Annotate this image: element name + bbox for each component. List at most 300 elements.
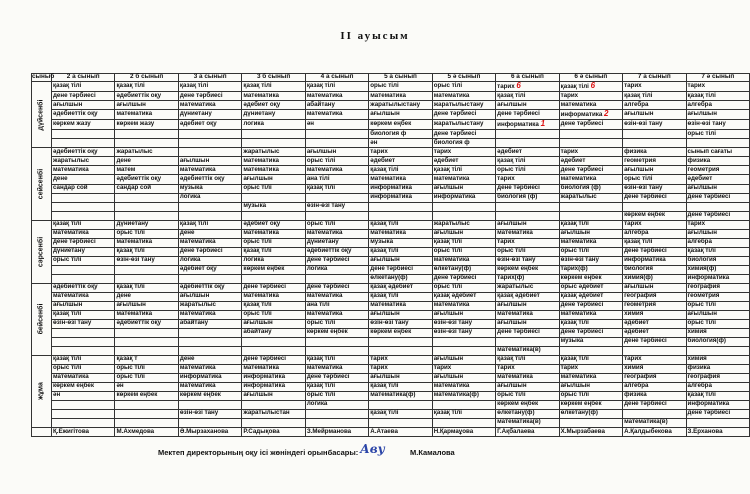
- lesson-text: көркем еңбек: [497, 265, 539, 273]
- lesson-cell: [178, 220, 241, 229]
- lesson-text: орыс тілі: [433, 82, 463, 90]
- teacher-name: Г.Ақбалаева: [496, 427, 559, 436]
- lesson-cell: [686, 157, 749, 166]
- lesson-cell: [559, 382, 622, 391]
- lesson-text: ағылшын: [53, 100, 83, 108]
- lesson-text: қазақ тілі: [53, 220, 82, 228]
- lesson-cell: [242, 101, 305, 110]
- lesson-text: математика: [179, 166, 216, 174]
- lesson-text: алгебра: [624, 229, 649, 237]
- lesson-text: дене тәрбиесі: [306, 283, 350, 291]
- lesson-cell: [559, 120, 622, 130]
- lesson-cell: [305, 193, 368, 202]
- lesson-text: информатика: [560, 110, 603, 118]
- lesson-cell: [559, 211, 622, 220]
- lesson-cell: [623, 184, 686, 193]
- lesson-cell: [432, 81, 495, 91]
- lesson-text: көркем еңбек: [370, 328, 412, 336]
- lesson-cell: [432, 166, 495, 175]
- lesson-cell: [686, 229, 749, 238]
- teacher-name: З.Мейрманова: [305, 427, 368, 436]
- lesson-text: тарих: [687, 82, 706, 90]
- lesson-text: дене тәрбиесі: [624, 247, 667, 255]
- lesson-text: қазақ тілі: [179, 82, 209, 90]
- lesson-cell: [242, 256, 305, 265]
- lesson-text: қазақ тілі: [560, 355, 589, 363]
- lesson-text: математика(в): [497, 418, 541, 426]
- lesson-cell: [178, 310, 241, 319]
- signature-mark: Аву: [360, 442, 385, 456]
- lesson-cell: [496, 310, 559, 319]
- lesson-cell: [496, 130, 559, 139]
- lesson-cell: [686, 211, 749, 220]
- day-label: [32, 355, 52, 427]
- lesson-text: информатика: [497, 120, 539, 128]
- lesson-cell: [686, 265, 749, 274]
- lesson-cell: [369, 274, 432, 283]
- lesson-row: [32, 292, 750, 301]
- lesson-text: қазақ тілі: [624, 91, 653, 99]
- lesson-text: жаратылыс: [433, 220, 470, 228]
- lesson-cell: [178, 229, 241, 238]
- lesson-cell: [178, 409, 241, 418]
- lesson-row: [32, 400, 750, 409]
- lesson-text: математика(в): [497, 346, 541, 354]
- lesson-cell: [115, 157, 178, 166]
- lesson-cell: [178, 139, 241, 148]
- lesson-text: әдебиеттік оқу: [116, 175, 162, 183]
- lesson-text: орыс тілі: [497, 247, 526, 255]
- lesson-cell: [432, 148, 495, 157]
- lesson-cell: [242, 265, 305, 274]
- lesson-cell: [242, 400, 305, 409]
- lesson-cell: [559, 364, 622, 373]
- lesson-text: математика: [497, 310, 533, 318]
- lesson-cell: [305, 346, 368, 355]
- lesson-cell: [369, 355, 432, 364]
- lesson-cell: [305, 382, 368, 391]
- lesson-cell: [178, 148, 241, 157]
- lesson-cell: [432, 110, 495, 120]
- lesson-cell: [178, 391, 241, 400]
- lesson-cell: [242, 120, 305, 130]
- lesson-cell: [623, 256, 686, 265]
- lesson-cell: [559, 101, 622, 110]
- lesson-cell: [242, 373, 305, 382]
- teacher-name: Р.Садықова: [242, 427, 305, 436]
- lesson-cell: [52, 92, 115, 101]
- lesson-cell: [115, 229, 178, 238]
- class-header: 3 а сынып: [178, 74, 241, 82]
- lesson-text: математика: [560, 238, 597, 246]
- lesson-text: көркем еңбек: [624, 211, 666, 219]
- lesson-cell: [623, 274, 686, 283]
- handwritten-mark: 2: [604, 108, 609, 118]
- lesson-cell: [52, 110, 115, 120]
- lesson-cell: [52, 418, 115, 427]
- lesson-text: тарих: [624, 355, 642, 363]
- lesson-row: [32, 391, 750, 400]
- lesson-text: ағылшын: [370, 373, 400, 381]
- lesson-cell: [623, 283, 686, 292]
- lesson-text: қазақ тілі: [116, 283, 145, 291]
- lesson-text: жаратылыс: [560, 193, 597, 201]
- lesson-cell: [369, 328, 432, 337]
- lesson-cell: [559, 310, 622, 319]
- class-header-row: [32, 74, 750, 82]
- lesson-cell: [623, 265, 686, 274]
- lesson-text: математика: [433, 256, 470, 264]
- lesson-text: физика: [687, 157, 711, 164]
- lesson-text: тарих: [687, 220, 706, 228]
- lesson-text: ағылшын: [306, 147, 337, 155]
- lesson-text: өзін-өзі тану: [497, 256, 536, 264]
- lesson-cell: [178, 184, 241, 193]
- header-corner: сыныб: [32, 73, 55, 80]
- lesson-cell: [52, 139, 115, 148]
- lesson-text: көркем еңбек: [560, 274, 602, 282]
- lesson-cell: [496, 391, 559, 400]
- lesson-text: математика: [179, 364, 216, 372]
- day-name: сейсенбі: [37, 168, 45, 200]
- lesson-cell: [178, 346, 241, 355]
- lesson-cell: [623, 175, 686, 184]
- lesson-cell: [432, 130, 495, 139]
- lesson-text: қазақ тілі: [624, 238, 653, 246]
- lesson-cell: [496, 157, 559, 166]
- lesson-row: [32, 184, 750, 193]
- lesson-text: дүниетану: [306, 238, 339, 246]
- lesson-cell: [496, 265, 559, 274]
- lesson-cell: [242, 202, 305, 211]
- lesson-text: орыс әдебиет: [560, 283, 604, 291]
- lesson-cell: [178, 292, 241, 301]
- lesson-text: матем: [116, 166, 136, 174]
- lesson-text: математика(ф): [433, 391, 479, 399]
- lesson-cell: [178, 400, 241, 409]
- lesson-cell: [178, 319, 241, 328]
- lesson-text: музыка: [560, 337, 584, 345]
- lesson-text: дене тәрбиесі: [306, 256, 350, 264]
- lesson-text: орыс тілі: [497, 391, 526, 399]
- lesson-text: дене тәрбиесі: [687, 193, 731, 201]
- lesson-text: математика: [53, 292, 89, 300]
- lesson-cell: [496, 202, 559, 211]
- lesson-text: ағылшын: [624, 166, 654, 174]
- lesson-text: математика: [53, 166, 89, 174]
- lesson-text: математика(ф): [370, 391, 416, 399]
- lesson-cell: [559, 130, 622, 139]
- lesson-cell: [496, 193, 559, 202]
- lesson-cell: [686, 310, 749, 319]
- lesson-text: математика: [116, 310, 153, 318]
- lesson-text: дене тәрбиесі: [370, 265, 413, 273]
- lesson-text: дене тәрбиесі: [560, 328, 604, 336]
- lesson-text: алгебра: [687, 100, 712, 108]
- lesson-text: математика: [53, 373, 89, 381]
- lesson-text: қазақ тілі: [433, 409, 462, 417]
- lesson-text: математика: [243, 91, 279, 99]
- lesson-text: геометрия: [687, 166, 720, 174]
- lesson-cell: [178, 92, 241, 101]
- lesson-text: әдебиет: [370, 157, 396, 164]
- lesson-text: дене тәрбиесі: [497, 110, 540, 118]
- lesson-cell: [369, 373, 432, 382]
- lesson-cell: [52, 364, 115, 373]
- lesson-row: [32, 92, 750, 101]
- lesson-text: қазақ әдебиет: [370, 283, 413, 291]
- day-name: дүйсенбі: [37, 99, 45, 131]
- lesson-cell: [559, 166, 622, 175]
- lesson-cell: [623, 148, 686, 157]
- lesson-text: абайтану: [179, 319, 209, 327]
- lesson-cell: [623, 157, 686, 166]
- class-header: 7 ә сынып: [686, 74, 749, 82]
- lesson-text: математика: [433, 91, 470, 99]
- lesson-text: көркем жазу: [116, 120, 155, 128]
- lesson-text: жаратылыстану: [370, 100, 421, 108]
- lesson-cell: [496, 120, 559, 130]
- lesson-cell: [432, 193, 495, 202]
- lesson-text: дене тәрбиесі: [687, 211, 731, 219]
- lesson-cell: [242, 301, 305, 310]
- lesson-text: көркем еңбек: [497, 400, 539, 408]
- lesson-cell: [52, 193, 115, 202]
- lesson-cell: [496, 92, 559, 101]
- lesson-text: дене тәрбиесі: [624, 400, 667, 408]
- handwritten-mark: 1: [540, 118, 546, 128]
- footer-label: Мектеп директорының оқу ісі жөніндегі орынбасары:: [158, 448, 359, 457]
- lesson-cell: [369, 418, 432, 427]
- lesson-text: қазақ тілі: [560, 319, 589, 327]
- lesson-text: қазақ тілі: [433, 166, 462, 174]
- lesson-cell: [686, 373, 749, 382]
- lesson-cell: [115, 328, 178, 337]
- lesson-cell: [686, 184, 749, 193]
- lesson-cell: [496, 229, 559, 238]
- lesson-cell: [52, 337, 115, 346]
- lesson-cell: [52, 283, 115, 292]
- lesson-row: [32, 265, 750, 274]
- lesson-text: әдебиет оқу: [243, 220, 281, 228]
- lesson-text: математика: [243, 229, 279, 237]
- lesson-text: тарих: [433, 364, 452, 372]
- lesson-cell: [305, 81, 368, 91]
- lesson-text: тарих: [497, 175, 515, 183]
- lesson-cell: [52, 247, 115, 256]
- lesson-cell: [432, 355, 495, 364]
- lesson-text: қазақ тілі: [560, 82, 589, 90]
- lesson-cell: [52, 101, 115, 110]
- lesson-cell: [178, 265, 241, 274]
- lesson-cell: [242, 220, 305, 229]
- lesson-cell: [52, 238, 115, 247]
- lesson-cell: [496, 148, 559, 157]
- lesson-cell: [115, 292, 178, 301]
- lesson-cell: [242, 175, 305, 184]
- lesson-text: қазақ тілі: [306, 82, 336, 90]
- lesson-text: дене тәрбиесі: [433, 274, 477, 282]
- lesson-text: көркем еңбек: [243, 265, 285, 273]
- lesson-text: ағылшын: [687, 110, 717, 118]
- lesson-cell: [242, 319, 305, 328]
- lesson-text: сандар сой: [116, 184, 152, 192]
- lesson-text: математика: [306, 310, 343, 318]
- lesson-cell: [686, 328, 749, 337]
- lesson-cell: [178, 364, 241, 373]
- lesson-text: жаратылыстану: [433, 120, 484, 128]
- lesson-text: ағылшын: [560, 382, 591, 390]
- lesson-cell: [686, 193, 749, 202]
- lesson-row: [32, 382, 750, 391]
- lesson-cell: [305, 175, 368, 184]
- lesson-text: ағылшын: [433, 310, 464, 318]
- lesson-cell: [115, 310, 178, 319]
- lesson-row: [32, 130, 750, 139]
- lesson-text: орыс тілі: [624, 175, 653, 183]
- lesson-cell: [686, 382, 749, 391]
- lesson-cell: [242, 409, 305, 418]
- lesson-cell: [52, 120, 115, 130]
- lesson-cell: [496, 184, 559, 193]
- lesson-cell: [52, 355, 115, 364]
- lesson-cell: [432, 265, 495, 274]
- lesson-text: математика: [370, 301, 406, 309]
- lesson-cell: [242, 346, 305, 355]
- lesson-cell: [52, 391, 115, 400]
- lesson-text: өзін-өзі тану: [116, 256, 155, 264]
- lesson-row: [32, 364, 750, 373]
- lesson-cell: [496, 238, 559, 247]
- lesson-row: [32, 274, 750, 283]
- lesson-text: қазақ тілі: [560, 220, 589, 228]
- lesson-cell: [369, 346, 432, 355]
- lesson-cell: [559, 274, 622, 283]
- lesson-cell: [178, 355, 241, 364]
- lesson-text: қазақ тілі: [53, 82, 82, 90]
- lesson-cell: [305, 256, 368, 265]
- lesson-cell: [686, 130, 749, 139]
- lesson-text: математика: [243, 292, 279, 300]
- lesson-cell: [432, 292, 495, 301]
- lesson-cell: [242, 247, 305, 256]
- lesson-cell: [305, 373, 368, 382]
- lesson-cell: [115, 373, 178, 382]
- teacher-name: Ә.Мырзаханова: [178, 427, 241, 436]
- lesson-text: қазақ тілі: [497, 157, 526, 164]
- lesson-text: ағылшын: [179, 157, 210, 164]
- lesson-text: математика: [179, 238, 216, 246]
- lesson-text: әдебиет оқу: [179, 120, 217, 128]
- lesson-text: орыс тілі: [687, 301, 716, 309]
- lesson-text: өзін-өзі тану: [687, 120, 726, 128]
- lesson-cell: [369, 310, 432, 319]
- lesson-text: биология ф: [370, 129, 407, 137]
- lesson-cell: [52, 373, 115, 382]
- lesson-text: қазақ әдебиет: [560, 292, 604, 300]
- lesson-text: тарих: [497, 364, 515, 372]
- class-header: 3 б сынып: [242, 74, 305, 82]
- lesson-text: физика: [624, 391, 647, 399]
- lesson-cell: [178, 301, 241, 310]
- lesson-cell: [115, 382, 178, 391]
- lesson-cell: [559, 247, 622, 256]
- lesson-cell: [115, 355, 178, 364]
- lesson-cell: [686, 355, 749, 364]
- lesson-row: [32, 211, 750, 220]
- lesson-cell: [52, 202, 115, 211]
- lesson-text: сандар сой: [53, 184, 88, 192]
- lesson-text: физика: [687, 364, 711, 372]
- lesson-text: қазақ тілі: [179, 220, 209, 228]
- lesson-text: қазақ тілі: [433, 238, 462, 246]
- lesson-cell: [432, 364, 495, 373]
- lesson-cell: [52, 81, 115, 91]
- lesson-cell: [432, 283, 495, 292]
- lesson-text: логика: [243, 256, 264, 264]
- lesson-cell: [178, 247, 241, 256]
- lesson-text: тарих: [560, 147, 579, 155]
- class-header: 4 а сынып: [305, 74, 368, 82]
- lesson-text: дене тәрбиесі: [560, 301, 604, 309]
- lesson-row: [32, 337, 750, 346]
- lesson-cell: [52, 256, 115, 265]
- lesson-cell: [52, 301, 115, 310]
- lesson-text: ағылшын: [179, 292, 210, 300]
- lesson-text: орыс тілі: [306, 319, 336, 327]
- lesson-text: әдебиет: [560, 157, 586, 164]
- lesson-text: математика: [306, 229, 343, 237]
- lesson-cell: [623, 110, 686, 120]
- lesson-text: дүниетану: [179, 110, 212, 118]
- lesson-text: қазақ тілі: [243, 301, 272, 309]
- lesson-cell: [432, 346, 495, 355]
- lesson-cell: [52, 175, 115, 184]
- lesson-cell: [623, 337, 686, 346]
- lesson-text: ағылшын: [560, 229, 591, 237]
- lesson-cell: [115, 256, 178, 265]
- lesson-cell: [432, 319, 495, 328]
- lesson-cell: [559, 283, 622, 292]
- lesson-cell: [242, 148, 305, 157]
- lesson-text: ән: [370, 138, 378, 146]
- lesson-text: орыс тілі: [116, 364, 145, 372]
- lesson-cell: [496, 175, 559, 184]
- lesson-cell: [369, 166, 432, 175]
- lesson-text: тарих: [370, 355, 388, 363]
- lesson-cell: [178, 175, 241, 184]
- lesson-cell: [115, 265, 178, 274]
- lesson-cell: [178, 283, 241, 292]
- lesson-cell: [686, 148, 749, 157]
- lesson-text: химия: [624, 364, 644, 372]
- lesson-cell: [686, 274, 749, 283]
- lesson-text: абайтану: [306, 100, 335, 108]
- lesson-row: [32, 310, 750, 319]
- lesson-text: ағылшын: [624, 283, 654, 291]
- lesson-text: өзін-өзі тану: [624, 120, 663, 128]
- lesson-text: қазақ әдебиет: [433, 292, 477, 300]
- class-header: 5 а сынып: [369, 74, 432, 82]
- lesson-cell: [178, 328, 241, 337]
- lesson-cell: [559, 238, 622, 247]
- lesson-cell: [242, 229, 305, 238]
- lesson-cell: [623, 328, 686, 337]
- lesson-cell: [559, 256, 622, 265]
- class-header: 6 ә сынып: [559, 74, 622, 82]
- lesson-cell: [559, 373, 622, 382]
- lesson-cell: [369, 92, 432, 101]
